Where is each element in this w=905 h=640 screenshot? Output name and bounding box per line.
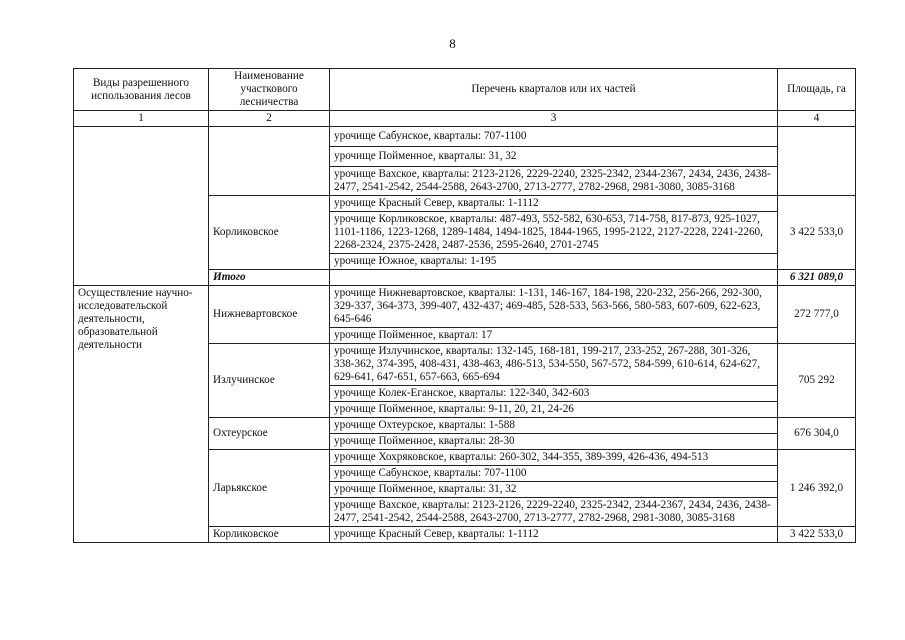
quarters-cell: урочище Южное, кварталы: 1-195 xyxy=(330,254,778,270)
area-value: 3 422 533,0 xyxy=(778,196,856,270)
col-num-2: 2 xyxy=(209,111,330,127)
quarters-cell: урочище Красный Север, кварталы: 1-1112 xyxy=(330,527,778,543)
quarters-cell: урочище Корликовское, кварталы: 487-493, 552-582, 630-653, 714-758, 817-873, 925-1027, 1101-1186, 1223-1268, 1289-1484, 1494-1825, 1844-1965, 1995-2122, 2127-2228, 2241-2260, 2268-2324, 2375-2428, 2487-2536, 2595-2640, 2701-2745 xyxy=(330,212,778,254)
quarters-cell: урочище Пойменное, кварталы: 31, 32 xyxy=(330,147,778,167)
total-label: Итого xyxy=(209,270,330,286)
total-area: 6 321 089,0 xyxy=(778,270,856,286)
use-type-cell-empty xyxy=(74,127,209,286)
forestry-name: Ларьякское xyxy=(209,450,330,527)
area-cell-empty xyxy=(778,127,856,196)
forest-use-table xyxy=(73,68,856,543)
quarters-cell: урочище Хохряковское, кварталы: 260-302, 344-355, 389-399, 426-436, 494-513 xyxy=(330,450,778,466)
quarters-cell: урочище Сабунское, кварталы: 707-1100 xyxy=(330,466,778,482)
area-value: 3 422 533,0 xyxy=(778,527,856,543)
forestry-cell-empty xyxy=(209,127,330,196)
col-num-3: 3 xyxy=(330,111,778,127)
header-area: Площадь, га xyxy=(778,69,856,111)
area-value: 272 777,0 xyxy=(778,286,856,344)
col-num-4: 4 xyxy=(778,111,856,127)
area-value: 676 304,0 xyxy=(778,418,856,450)
page-number: 8 xyxy=(449,36,456,51)
quarters-cell: урочище Нижневартовское, кварталы: 1-131, 146-167, 184-198, 220-232, 256-266, 292-300, 329-337, 364-373, 399-407, 432-437; 469-485, 528-533, 563-566, 580-583, 607-609, 622-623, 645-646 xyxy=(330,286,778,328)
quarters-cell: урочище Вахское, кварталы: 2123-2126, 2229-2240, 2325-2342, 2344-2367, 2434, 2436, 2438-2477, 2541-2542, 2544-2588, 2643-2700, 2713-2777, 2782-2968, 2981-3080, 3085-3168 xyxy=(330,498,778,527)
header-forestry: Наименование участкового лесничества xyxy=(209,69,330,111)
forestry-name: Корликовское xyxy=(209,196,330,270)
quarters-cell: урочище Пойменное, кварталы: 31, 32 xyxy=(330,482,778,498)
header-row xyxy=(74,69,856,111)
quarters-cell: урочище Излучинское, кварталы: 132-145, 168-181, 199-217, 233-252, 267-288, 301-326, 338-362, 374-395, 408-431, 438-463, 486-513, 534-550, 567-572, 584-599, 610-614, 624-627, 629-641, 647-651, 657-663, 665-694 xyxy=(330,344,778,386)
quarters-cell: урочище Охтеурское, кварталы: 1-588 xyxy=(330,418,778,434)
quarters-cell: урочище Пойменное, кварталы: 28-30 xyxy=(330,434,778,450)
quarters-cell: урочище Красный Север, кварталы: 1-1112 xyxy=(330,196,778,212)
quarters-cell: урочище Колек-Еганское, кварталы: 122-340, 342-603 xyxy=(330,386,778,402)
area-value: 1 246 392,0 xyxy=(778,450,856,527)
quarters-cell: урочище Пойменное, квартал: 17 xyxy=(330,328,778,344)
total-empty xyxy=(330,270,778,286)
forestry-name: Охтеурское xyxy=(209,418,330,450)
forestry-name: Нижневартовское xyxy=(209,286,330,344)
area-value: 705 292 xyxy=(778,344,856,418)
header-quarters: Перечень кварталов или их частей xyxy=(330,69,778,111)
column-number-row xyxy=(74,111,856,127)
forestry-name: Корликовское xyxy=(209,527,330,543)
col-num-1: 1 xyxy=(74,111,209,127)
quarters-cell: урочище Вахское, кварталы: 2123-2126, 2229-2240, 2325-2342, 2344-2367, 2434, 2436, 2438-2477, 2541-2542, 2544-2588, 2643-2700, 2713-2777, 2782-2968, 2981-3080, 3085-3168 xyxy=(330,167,778,196)
forestry-name: Излучинское xyxy=(209,344,330,418)
quarters-cell: урочище Пойменное, кварталы: 9-11, 20, 21, 24-26 xyxy=(330,402,778,418)
use-type-name: Осуществление научно-исследовательской деятельности, образовательной деятельности xyxy=(74,286,209,543)
table-row xyxy=(74,286,856,328)
header-use-type: Виды разрешенного использования лесов xyxy=(74,69,209,111)
quarters-cell: урочище Сабунское, кварталы: 707-1100 xyxy=(330,127,778,147)
table-row xyxy=(74,127,856,147)
